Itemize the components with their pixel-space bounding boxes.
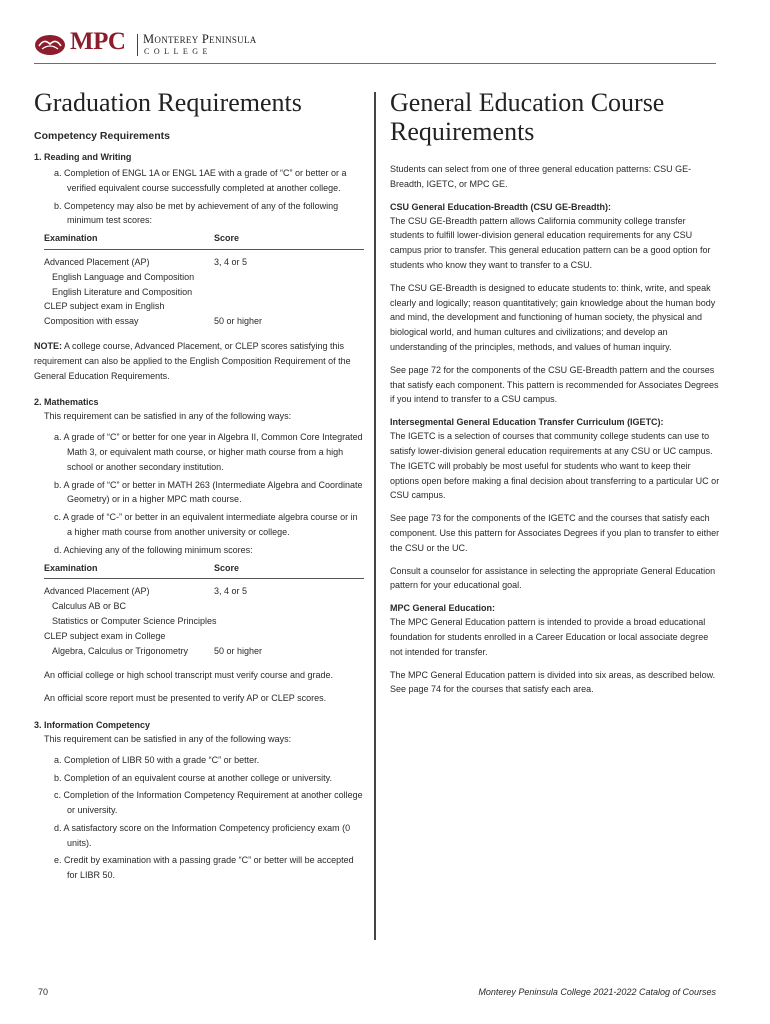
csu-ge-paragraph-1: The CSU GE-Breadth pattern allows California community college transfer students to fulfill lower-division general education requirements for any CSU campus prior to transfer. This general education pattern can be a good option for students who know they want to transfer to a CSU. <box>390 215 711 270</box>
catalog-footer-title: Monterey Peninsula College 2021-2022 Catalog of Courses <box>478 987 716 997</box>
mathematics-intro: This requirement can be satisfied in any of the following ways: <box>44 411 292 422</box>
igetc-paragraph-2: See page 73 for the components of the IGETC and the courses that satisfy each component. Use this pattern for Associates Degrees if you plan to transfer to either the CSU or the UC. <box>390 513 720 553</box>
table-cell-exam: English Language and Composition <box>52 271 195 282</box>
csu-ge-heading: CSU General Education-Breadth (CSU GE-Breadth): <box>390 201 612 212</box>
info-item-b: b. Completion of an equivalent course at another college or university. <box>54 772 332 783</box>
table-cell-exam: Statistics or Computer Science Principles <box>52 615 217 626</box>
table-cell-score <box>214 299 364 314</box>
reading-note <box>34 339 364 383</box>
header-rule <box>34 63 716 64</box>
left-column <box>34 88 364 886</box>
mpc-logo-icon <box>34 32 66 56</box>
table-cell-exam: CLEP subject exam in College <box>44 630 166 641</box>
reading-score-table <box>44 231 364 329</box>
reading-item-a: a. Completion of ENGL 1A or ENGL 1AE with a grade of “C” or better or a verified equivalent course successfully completed at another college. <box>54 168 347 193</box>
igetc-paragraph-1: The IGETC is a selection of courses that community college students can use to satisfy lower-division general education requirements at any CSU or UC campus. The IGETC will probably be most useful for students who want to keep their options open before making a final decision about transferring to a particular UC or CSU campus. <box>390 431 720 501</box>
ge-intro: Students can select from one of three general education patterns: CSU GE-Breadth, IGETC, or MPC GE. <box>390 164 692 189</box>
general-education-title: General Education Course Requirements <box>390 88 665 146</box>
mpc-ge-paragraph-2: The MPC General Education pattern is divided into six areas, as described below. See page 74 for the courses that satisfy each area. <box>390 669 716 695</box>
table-header-examination: Examination <box>44 561 214 580</box>
csu-ge-paragraph-3: See page 72 for the components of the CSU GE-Breadth pattern and the courses that satisfy each component. This pattern is recommended for Associates Degrees if you intend to transfer to a CSU campus. <box>390 364 719 405</box>
math-item-c: c. A grade of “C-” or better in an equivalent intermediate algebra course or in a higher math course from another university or college. <box>54 512 358 537</box>
table-cell-exam: Advanced Placement (AP) <box>44 586 150 597</box>
page-number: 70 <box>38 987 49 997</box>
table-header-examination: Examination <box>44 231 214 250</box>
right-column <box>390 88 720 697</box>
logo-mpc-text: MPC <box>70 28 126 55</box>
table-cell-exam: Composition with essay <box>44 316 139 327</box>
table-cell-score <box>214 629 364 644</box>
information-competency-intro: This requirement can be satisfied in any of the following ways: <box>44 733 292 744</box>
info-item-c: c. Completion of the Information Competency Requirement at another college or university. <box>54 790 363 816</box>
csu-ge-paragraph-2: The CSU GE-Breadth is designed to educate students to: think, write, and speak clearly and logically; reason quantitatively; gain knowledge about the human body and mind, the development and functioning of human society, the physical and biological world, and human cultures and civilizations; and develop an understanding of the principles, methods, and values of human inquiry. <box>390 282 716 352</box>
information-competency-heading: 3. Information Competency <box>34 719 151 730</box>
page-header <box>34 28 734 58</box>
info-item-a: a. Completion of LIBR 50 with a grade “C” or better. <box>54 754 260 765</box>
table-cell-score: 3, 4 or 5 <box>214 586 248 597</box>
table-header-score: Score <box>214 231 364 250</box>
logo-college-word: COLLEGE <box>144 47 212 56</box>
math-item-d: d. Achieving any of the following minimum scores: <box>54 544 253 555</box>
table-cell-exam: Algebra, Calculus or Trigonometry <box>52 645 189 656</box>
table-cell-exam: Calculus AB or BC <box>52 601 127 612</box>
table-cell-score <box>214 270 364 285</box>
table-cell-exam: CLEP subject exam in English <box>44 301 165 312</box>
info-item-d: d. A satisfactory score on the Information Competency proficiency exam (0 units). <box>54 822 351 848</box>
table-cell-score: 3, 4 or 5 <box>214 256 248 267</box>
table-cell-exam: English Literature and Composition <box>52 286 193 297</box>
table-cell-score <box>214 599 364 614</box>
math-item-a: a. A grade of “C” or better for one year in Algebra II, Common Core Integrated Math 3, or equivalent math course, or higher math course from a high school or another secondary institution. <box>54 432 363 472</box>
transcript-note: An official college or high school transcript must verify course and grade. <box>44 670 333 681</box>
igetc-paragraph-3: Consult a counselor for assistance in selecting the appropriate General Education pattern for your educational goal. <box>390 565 716 591</box>
igetc-heading: Intersegmental General Education Transfer Curriculum (IGETC): <box>390 417 664 428</box>
table-header-score: Score <box>214 561 364 580</box>
column-divider <box>374 92 376 940</box>
info-item-e: e. Credit by examination with a passing grade “C” or better will be accepted for LIBR 50. <box>54 855 354 881</box>
reading-writing-heading: 1. Reading and Writing <box>34 152 132 162</box>
mpc-ge-heading: MPC General Education: <box>390 603 496 614</box>
note-text: A college course, Advanced Placement, or CLEP scores satisfying this requirement can also be applied to the English Composition Requirement of the General Education Requirements. <box>34 340 351 381</box>
graduation-requirements-title: Graduation Requirements <box>34 88 302 117</box>
table-cell-exam: Advanced Placement (AP) <box>44 256 150 267</box>
table-cell-score <box>214 285 364 300</box>
mathematics-heading: 2. Mathematics <box>34 397 99 408</box>
note-label: NOTE: <box>34 340 62 351</box>
reading-item-b: b. Competency may also be met by achievement of any of the following minimum test scores: <box>54 200 339 226</box>
competency-requirements-heading: Competency Requirements <box>34 130 170 142</box>
score-report-note: An official score report must be presented to verify AP or CLEP scores. <box>44 693 327 704</box>
math-item-b: b. A grade of “C” or better in MATH 263 (Intermediate Algebra and Coordinate Geometry) or in a higher MPC math course. <box>54 479 363 505</box>
table-cell-score: 50 or higher <box>214 316 263 327</box>
logo-college-name: Monterey Peninsula <box>143 32 257 46</box>
logo-divider <box>137 34 138 56</box>
math-score-table <box>44 561 364 659</box>
mpc-ge-paragraph-1: The MPC General Education pattern is intended to provide a broad educational foundation for students enrolled in a Career Education or local associate degree not intended for transfer. <box>390 617 709 657</box>
table-cell-score: 50 or higher <box>214 645 263 656</box>
